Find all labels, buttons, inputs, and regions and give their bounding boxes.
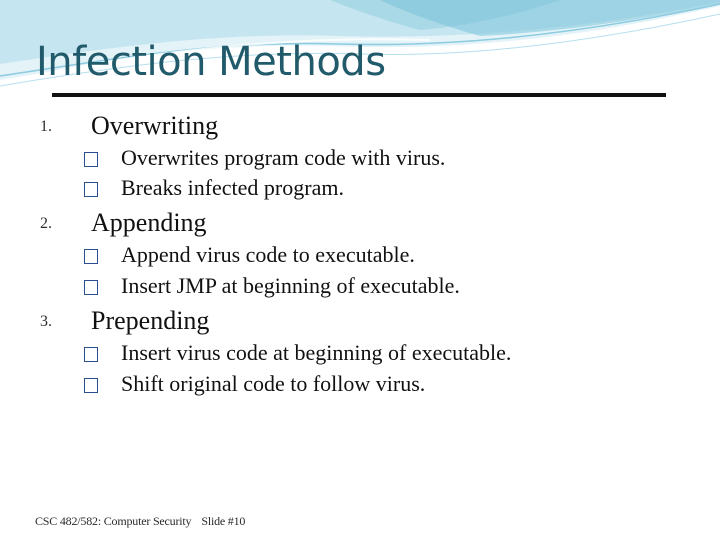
slide-title: Infection Methods <box>36 39 386 85</box>
square-bullet-icon <box>84 378 98 393</box>
item-number: 3. <box>40 313 52 330</box>
square-bullet-icon <box>84 347 98 362</box>
item-number: 2. <box>40 215 52 232</box>
subitem-text: Breaks infected program. <box>121 175 344 200</box>
square-bullet-icon <box>84 182 98 197</box>
footer-course: CSC 482/582: Computer Security <box>35 514 192 528</box>
subitem-text: Shift original code to follow virus. <box>121 371 426 396</box>
title-underline <box>52 93 666 97</box>
item-heading-overwriting: Overwriting <box>91 111 219 140</box>
square-bullet-icon <box>84 249 98 264</box>
subitem-text: Overwrites program code with virus. <box>121 145 446 170</box>
item-heading-appending: Appending <box>91 208 207 237</box>
slide-footer <box>35 514 245 529</box>
square-bullet-icon <box>84 152 98 167</box>
item-heading-prepending: Prepending <box>91 306 210 335</box>
square-bullet-icon <box>84 280 98 295</box>
item-number: 1. <box>40 118 52 135</box>
footer-slide-number: Slide #10 <box>201 514 246 528</box>
subitem-text: Insert virus code at beginning of executable. <box>121 340 512 365</box>
subitem-text: Append virus code to executable. <box>121 242 415 267</box>
subitem-text: Insert JMP at beginning of executable. <box>121 273 460 298</box>
